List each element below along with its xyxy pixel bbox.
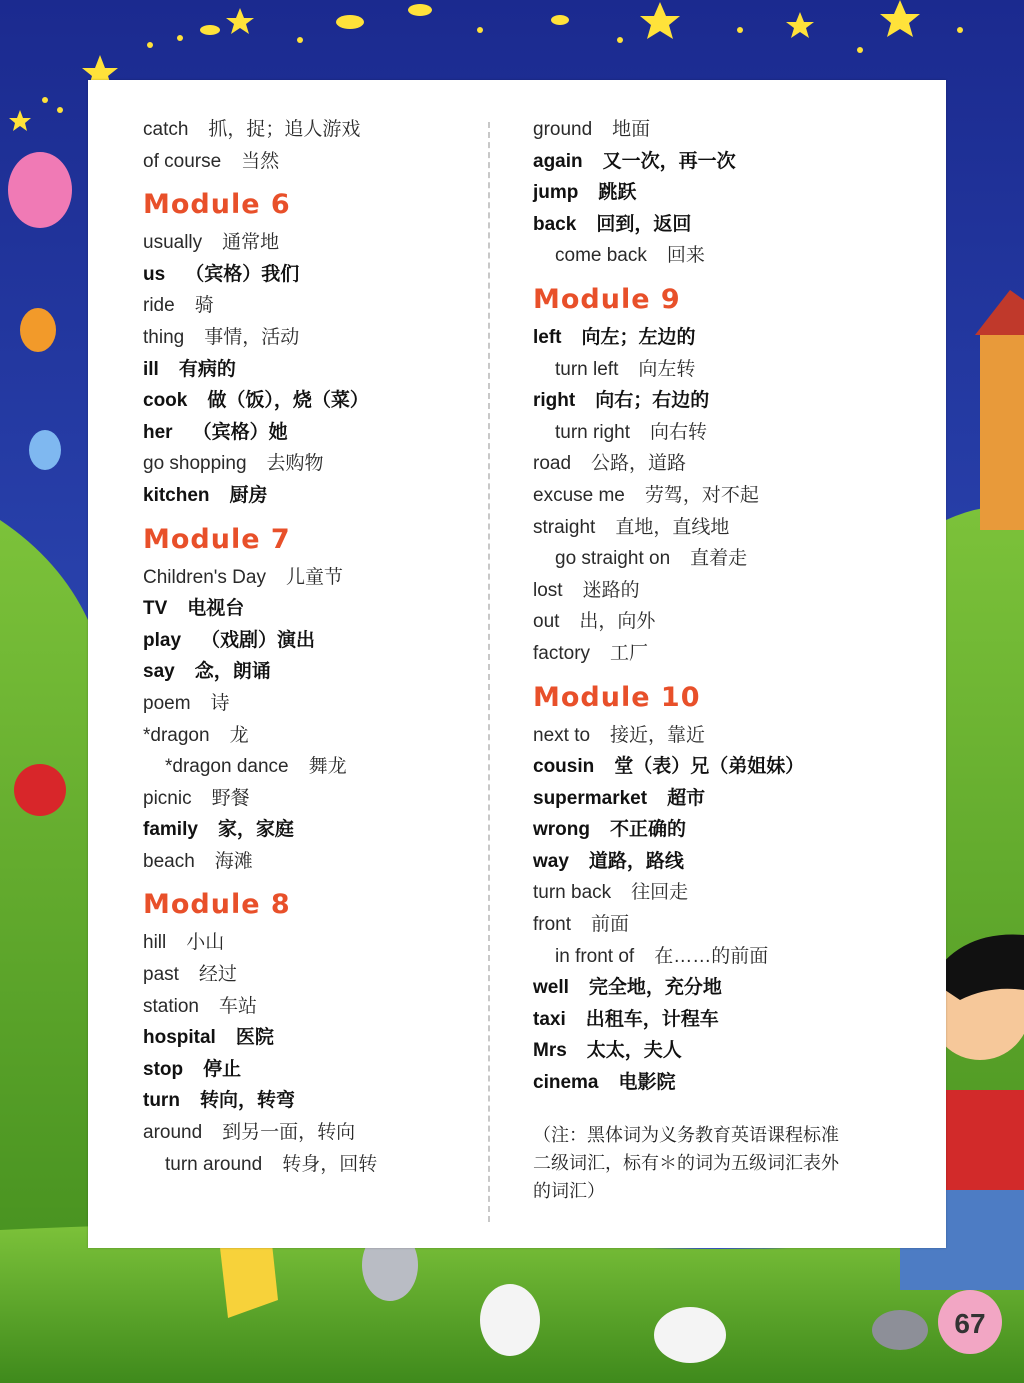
english-word: jump <box>533 182 579 204</box>
chinese-meaning: 出租车，计程车 <box>585 1008 719 1030</box>
vocab-entry <box>143 1022 483 1054</box>
vocab-entry <box>533 638 943 670</box>
vocab-entry <box>143 991 483 1023</box>
english-word: lost <box>533 579 563 601</box>
vocab-entry <box>143 1117 483 1149</box>
english-word: *dragon <box>143 724 210 746</box>
chinese-meaning: 事情，活动 <box>204 326 300 348</box>
module-heading: Module 6 <box>143 189 291 221</box>
vocab-entry <box>143 322 483 354</box>
chinese-meaning: 到另一面，转向 <box>222 1122 356 1144</box>
chinese-meaning: 舞龙 <box>308 756 347 778</box>
english-word: turn left <box>555 358 619 380</box>
vocab-entry <box>533 322 943 354</box>
left-column <box>143 114 483 1180</box>
module-heading: Module 10 <box>533 681 701 713</box>
english-word: picnic <box>143 787 192 809</box>
vocab-entry <box>143 783 483 815</box>
vocab-entry <box>533 720 943 752</box>
english-word: in front of <box>555 945 635 967</box>
chinese-meaning: 地面 <box>612 119 651 140</box>
english-word: way <box>533 850 569 872</box>
house <box>980 330 1024 530</box>
english-word: excuse me <box>533 484 625 506</box>
english-word: turn back <box>533 882 612 904</box>
mouse-4 <box>872 1310 928 1350</box>
chinese-meaning: （宾格）她 <box>192 421 288 443</box>
english-word: poem <box>143 692 191 714</box>
english-word: her <box>143 421 173 443</box>
chinese-meaning: 出，向外 <box>579 611 656 633</box>
chinese-meaning: 回到，返回 <box>596 213 692 235</box>
chinese-meaning: 骑 <box>194 295 214 317</box>
chinese-meaning: 跳跃 <box>598 182 637 204</box>
chinese-meaning: 向右转 <box>649 421 707 443</box>
vocab-entry <box>143 227 483 259</box>
chinese-meaning: 接近，靠近 <box>610 724 706 746</box>
english-word: stop <box>143 1058 184 1080</box>
english-word: hill <box>143 932 167 954</box>
english-word: hospital <box>143 1027 216 1049</box>
english-word: around <box>143 1122 203 1144</box>
english-word: thing <box>143 326 185 348</box>
chinese-meaning: 去购物 <box>266 453 324 475</box>
chinese-meaning: 海滩 <box>214 850 253 872</box>
chinese-meaning: 劳驾，对不起 <box>644 484 759 506</box>
english-word: catch <box>143 119 189 140</box>
chinese-meaning: 转向，转弯 <box>199 1090 295 1112</box>
english-word: Mrs <box>533 1040 567 1062</box>
chinese-meaning: 电视台 <box>187 598 245 620</box>
vocab-entry <box>143 1149 483 1181</box>
chinese-meaning: 厨房 <box>229 484 268 506</box>
chinese-meaning: 超市 <box>667 787 706 809</box>
chinese-meaning: 工厂 <box>610 642 649 664</box>
english-word: next to <box>533 724 591 746</box>
vocab-entry <box>533 814 943 846</box>
chinese-meaning: 野餐 <box>211 787 250 809</box>
english-word: cousin <box>533 756 595 778</box>
vocab-entry <box>533 1004 943 1036</box>
english-word: wrong <box>533 819 590 841</box>
vocab-entry <box>143 720 483 752</box>
module-heading: Module 7 <box>143 523 291 555</box>
english-word: out <box>533 611 560 633</box>
vocab-entry <box>143 562 483 594</box>
english-word: kitchen <box>143 484 210 506</box>
chinese-meaning: 当然 <box>241 150 280 172</box>
module-heading: Module 8 <box>143 889 291 921</box>
vocab-entry <box>143 417 483 449</box>
chinese-meaning: （宾格）我们 <box>185 263 300 285</box>
column-divider <box>488 122 490 1222</box>
vocab-entry <box>143 259 483 291</box>
vocab-entry <box>143 688 483 720</box>
chinese-meaning: 迷路的 <box>582 579 640 601</box>
vocab-entry <box>533 972 943 1004</box>
vocab-entry <box>533 385 943 417</box>
vocab-entry <box>143 814 483 846</box>
chinese-meaning: 向左；左边的 <box>581 326 696 348</box>
chinese-meaning: 公路，道路 <box>591 453 687 475</box>
chinese-meaning: 抓，捉；追人游戏 <box>208 119 361 140</box>
english-word: beach <box>143 850 195 872</box>
chinese-meaning: 做（饭），烧（菜） <box>207 390 369 412</box>
vocab-entry <box>143 846 483 878</box>
right-column <box>533 114 943 1205</box>
right-column-list <box>533 114 943 1099</box>
english-word: ill <box>143 358 159 380</box>
english-word: go straight on <box>555 548 671 570</box>
blue-balloon <box>29 430 61 470</box>
vocab-entry <box>143 625 483 657</box>
vocab-entry <box>533 877 943 909</box>
chinese-meaning: 道路，路线 <box>588 850 684 872</box>
chinese-meaning: 太太，夫人 <box>586 1040 682 1062</box>
vocab-entry <box>533 417 943 449</box>
english-word: us <box>143 263 166 285</box>
vocab-entry <box>143 385 483 417</box>
vocab-entry <box>533 512 943 544</box>
chinese-meaning: 前面 <box>591 914 630 936</box>
english-word: factory <box>533 642 591 664</box>
english-word: ride <box>143 295 175 317</box>
english-word: supermarket <box>533 787 648 809</box>
vocab-entry <box>533 146 943 178</box>
vocab-entry <box>533 543 943 575</box>
chinese-meaning: 有病的 <box>178 358 236 380</box>
chinese-meaning: 在……的前面 <box>654 945 769 967</box>
english-word: turn <box>143 1090 180 1112</box>
mouse-3 <box>654 1307 726 1363</box>
vocab-entry <box>143 959 483 991</box>
english-word: turn right <box>555 421 630 443</box>
english-word: front <box>533 914 572 936</box>
vocab-entry <box>143 593 483 625</box>
vocab-entry <box>533 177 943 209</box>
english-word: road <box>533 453 572 475</box>
vocab-entry <box>533 606 943 638</box>
chinese-meaning: 诗 <box>210 692 230 714</box>
english-word: again <box>533 150 583 172</box>
chinese-meaning: 转身，回转 <box>282 1153 378 1175</box>
vocab-entry <box>533 480 943 512</box>
english-word: play <box>143 629 182 651</box>
english-word: of course <box>143 150 222 172</box>
english-word: *dragon dance <box>165 756 289 778</box>
vocab-entry <box>143 290 483 322</box>
footnote: （注：黑体词为义务教育英语课程标准二级词汇，标有＊的词为五级词汇表外的词汇） <box>533 1124 839 1201</box>
apple <box>14 764 66 816</box>
vocab-entry <box>533 575 943 607</box>
chinese-meaning: 不正确的 <box>610 819 687 841</box>
english-word: say <box>143 661 175 683</box>
english-word: turn around <box>165 1153 263 1175</box>
module-heading: Module 9 <box>533 283 681 315</box>
chinese-meaning: 经过 <box>198 964 237 986</box>
pink-balloon <box>8 152 72 228</box>
english-word: past <box>143 964 179 986</box>
english-word: cinema <box>533 1072 599 1094</box>
vocab-entry <box>143 480 483 512</box>
chinese-meaning: 回来 <box>666 245 705 267</box>
vocab-entry <box>143 1085 483 1117</box>
vocab-entry <box>533 751 943 783</box>
english-word: Children's Day <box>143 566 266 588</box>
chinese-meaning: 向右；右边的 <box>595 390 710 412</box>
vocab-entry <box>143 656 483 688</box>
english-word: station <box>143 995 199 1017</box>
chinese-meaning: 停止 <box>203 1058 242 1080</box>
vocab-entry <box>533 783 943 815</box>
vocab-entry <box>143 146 483 178</box>
chinese-meaning: 龙 <box>229 724 249 746</box>
english-word: TV <box>143 598 168 620</box>
vocab-entry <box>143 354 483 386</box>
vocab-entry <box>533 209 943 241</box>
chinese-meaning: （戏剧）演出 <box>201 629 316 651</box>
vocab-entry <box>143 1054 483 1086</box>
english-word: ground <box>533 119 593 140</box>
chinese-meaning: 直着走 <box>690 548 748 570</box>
english-word: usually <box>143 232 203 254</box>
vocab-entry <box>143 114 483 146</box>
page-number: 67 <box>954 1308 986 1339</box>
english-word: cook <box>143 390 188 412</box>
vocab-entry <box>533 941 943 973</box>
chinese-meaning: 通常地 <box>222 232 280 254</box>
chinese-meaning: 又一次，再一次 <box>602 150 736 172</box>
vocab-entry <box>533 1035 943 1067</box>
vocab-entry <box>533 354 943 386</box>
mouse-2 <box>480 1284 540 1356</box>
chinese-meaning: 完全地，充分地 <box>588 977 722 999</box>
chinese-meaning: 车站 <box>218 995 257 1017</box>
english-word: go shopping <box>143 453 247 475</box>
chinese-meaning: 向左转 <box>638 358 696 380</box>
chinese-meaning: 医院 <box>235 1027 274 1049</box>
orange-balloon <box>20 308 56 352</box>
chinese-meaning: 家，家庭 <box>217 819 294 841</box>
english-word: well <box>533 977 569 999</box>
english-word: family <box>143 819 198 841</box>
vocab-entry <box>143 751 483 783</box>
vocab-entry <box>143 927 483 959</box>
chinese-meaning: 直地，直线地 <box>615 516 730 538</box>
chinese-meaning: 电影院 <box>618 1072 676 1094</box>
chinese-meaning: 堂（表）兄（弟姐妹） <box>614 756 805 778</box>
chinese-meaning: 小山 <box>186 932 225 954</box>
vocab-entry <box>533 114 943 146</box>
chinese-meaning: 儿童节 <box>285 566 343 588</box>
chinese-meaning: 念，朗诵 <box>194 661 271 683</box>
vocab-entry <box>533 1067 943 1099</box>
chinese-meaning: 往回走 <box>631 882 689 904</box>
vocab-entry <box>533 240 943 272</box>
english-word: straight <box>533 516 596 538</box>
vocab-entry <box>143 448 483 480</box>
english-word: left <box>533 326 562 348</box>
english-word: come back <box>555 245 647 267</box>
english-word: back <box>533 213 577 235</box>
vocab-entry <box>533 448 943 480</box>
vocab-entry <box>533 909 943 941</box>
english-word: taxi <box>533 1008 566 1030</box>
vocab-entry <box>533 846 943 878</box>
english-word: right <box>533 390 576 412</box>
